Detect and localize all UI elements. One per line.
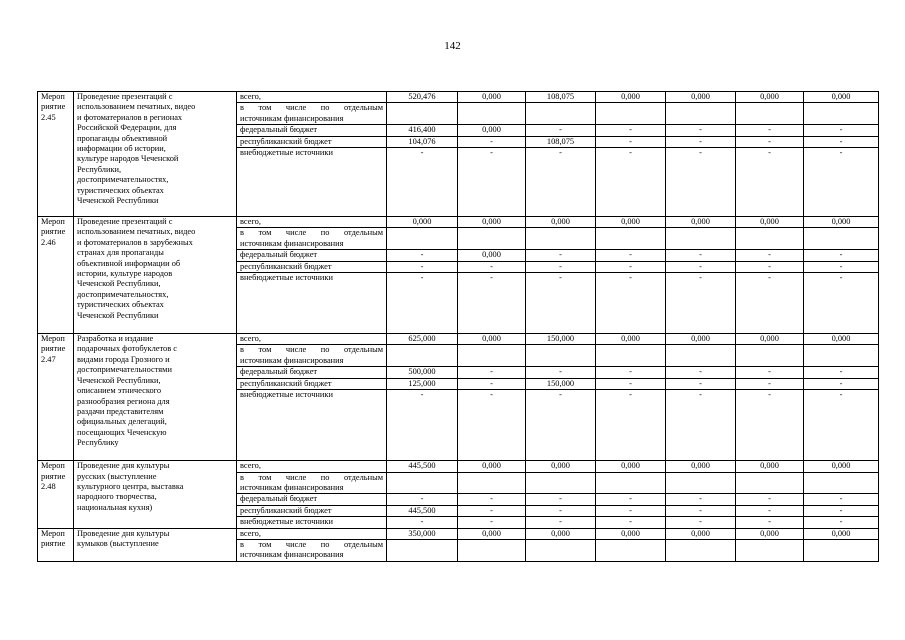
- total-value: 0,000: [666, 217, 736, 228]
- funding-source-republican: республиканский бюджет: [237, 261, 387, 272]
- total-value: 0,000: [458, 528, 526, 539]
- federal-value: -: [526, 250, 596, 261]
- including-value: [458, 472, 526, 494]
- including-line-1: в том числе по отдельным: [240, 103, 383, 113]
- funding-source-total: всего,: [237, 217, 387, 228]
- total-value: 350,000: [387, 528, 458, 539]
- activity-total-row: [38, 461, 879, 472]
- activity-description: Проведение презентаций с использованием печатных, видео и фотоматериалов в регионах Российской Федерации, для пропаганды объективной информации об истории, культуре народов Чеченской Республики, достопримечательностях, туристических объектах Чеченской Республики: [74, 92, 237, 217]
- funding-source-federal: федеральный бюджет: [237, 250, 387, 261]
- total-value: 0,000: [804, 334, 879, 345]
- republican-value: -: [387, 261, 458, 272]
- funding-source-including: [237, 539, 387, 561]
- republican-value: -: [804, 136, 879, 147]
- federal-value: -: [666, 367, 736, 378]
- including-value: [736, 103, 804, 125]
- federal-value: -: [736, 367, 804, 378]
- funding-source-republican: республиканский бюджет: [237, 378, 387, 389]
- total-value: 0,000: [736, 92, 804, 103]
- extra-value: -: [804, 390, 879, 461]
- federal-value: -: [458, 494, 526, 505]
- funding-source-extra: внебюджетные источники: [237, 148, 387, 217]
- total-value: 0,000: [804, 217, 879, 228]
- extra-value: -: [804, 517, 879, 528]
- total-value: 0,000: [736, 334, 804, 345]
- extra-value: -: [526, 517, 596, 528]
- activity-code: Мероп риятие 2.48: [38, 461, 74, 528]
- federal-value: -: [804, 250, 879, 261]
- federal-value: -: [526, 494, 596, 505]
- republican-value: -: [666, 378, 736, 389]
- including-value: [666, 345, 736, 367]
- extra-value: -: [666, 148, 736, 217]
- extra-value: -: [458, 273, 526, 334]
- including-value: [526, 539, 596, 561]
- total-value: 0,000: [736, 217, 804, 228]
- federal-value: -: [804, 494, 879, 505]
- federal-value: 500,000: [387, 367, 458, 378]
- including-value: [666, 472, 736, 494]
- total-value: 0,000: [736, 528, 804, 539]
- extra-value: -: [526, 273, 596, 334]
- funding-source-including: [237, 472, 387, 494]
- funding-source-total: всего,: [237, 461, 387, 472]
- federal-value: -: [736, 125, 804, 136]
- total-value: 520,476: [387, 92, 458, 103]
- republican-value: -: [596, 505, 666, 516]
- funding-source-republican: республиканский бюджет: [237, 136, 387, 147]
- federal-value: -: [387, 250, 458, 261]
- including-value: [596, 103, 666, 125]
- extra-value: -: [387, 273, 458, 334]
- extra-value: -: [387, 390, 458, 461]
- including-line-2: источникам финансирования: [240, 113, 344, 123]
- republican-value: 445,500: [387, 505, 458, 516]
- republican-value: -: [736, 378, 804, 389]
- including-value: [526, 472, 596, 494]
- republican-value: -: [666, 505, 736, 516]
- including-value: [736, 228, 804, 250]
- total-value: 0,000: [596, 334, 666, 345]
- including-value: [736, 345, 804, 367]
- funding-source-federal: федеральный бюджет: [237, 125, 387, 136]
- including-value: [666, 228, 736, 250]
- extra-value: -: [804, 273, 879, 334]
- including-value: [526, 228, 596, 250]
- federal-value: -: [804, 367, 879, 378]
- federal-value: -: [596, 367, 666, 378]
- including-line-2: источникам финансирования: [240, 482, 344, 492]
- federal-value: -: [526, 367, 596, 378]
- federal-value: -: [387, 494, 458, 505]
- funding-source-including: [237, 345, 387, 367]
- extra-value: -: [596, 273, 666, 334]
- total-value: 0,000: [666, 528, 736, 539]
- funding-source-extra: внебюджетные источники: [237, 273, 387, 334]
- including-value: [596, 539, 666, 561]
- total-value: 0,000: [804, 461, 879, 472]
- total-value: 445,500: [387, 461, 458, 472]
- activity-total-row: [38, 334, 879, 345]
- funding-source-total: всего,: [237, 92, 387, 103]
- federal-value: -: [526, 125, 596, 136]
- including-value: [458, 345, 526, 367]
- republican-value: -: [526, 261, 596, 272]
- including-value: [804, 345, 879, 367]
- including-line-1: в том числе по отдельным: [240, 345, 383, 355]
- total-value: 0,000: [666, 461, 736, 472]
- funding-source-including: [237, 103, 387, 125]
- total-value: 0,000: [526, 217, 596, 228]
- extra-value: -: [666, 273, 736, 334]
- federal-value: -: [736, 250, 804, 261]
- extra-value: -: [596, 148, 666, 217]
- federal-value: -: [804, 125, 879, 136]
- total-value: 0,000: [666, 334, 736, 345]
- extra-value: -: [736, 390, 804, 461]
- extra-value: -: [596, 390, 666, 461]
- including-value: [458, 539, 526, 561]
- total-value: 108,075: [526, 92, 596, 103]
- including-value: [596, 228, 666, 250]
- including-value: [458, 103, 526, 125]
- federal-value: -: [596, 250, 666, 261]
- including-value: [804, 539, 879, 561]
- federal-value: -: [596, 494, 666, 505]
- activity-code: Мероп риятие: [38, 528, 74, 561]
- activity-description: Проведение дня культуры кумыков (выступление: [74, 528, 237, 561]
- extra-value: -: [736, 517, 804, 528]
- republican-value: -: [596, 378, 666, 389]
- total-value: 0,000: [804, 528, 879, 539]
- extra-value: -: [387, 517, 458, 528]
- including-value: [387, 539, 458, 561]
- extra-value: -: [804, 148, 879, 217]
- republican-value: -: [526, 505, 596, 516]
- including-line-1: в том числе по отдельным: [240, 539, 383, 549]
- total-value: 0,000: [458, 461, 526, 472]
- federal-value: -: [666, 125, 736, 136]
- republican-value: -: [596, 136, 666, 147]
- including-value: [666, 103, 736, 125]
- including-value: [526, 103, 596, 125]
- total-value: 150,000: [526, 334, 596, 345]
- extra-value: -: [596, 517, 666, 528]
- republican-value: -: [458, 378, 526, 389]
- including-line-2: источникам финансирования: [240, 550, 344, 560]
- including-value: [736, 472, 804, 494]
- republican-value: -: [596, 261, 666, 272]
- republican-value: -: [736, 261, 804, 272]
- including-value: [387, 345, 458, 367]
- republican-value: 125,000: [387, 378, 458, 389]
- republican-value: -: [804, 261, 879, 272]
- including-value: [387, 103, 458, 125]
- including-line-1: в том числе по отдельным: [240, 472, 383, 482]
- total-value: 0,000: [804, 92, 879, 103]
- including-line-2: источникам финансирования: [240, 355, 344, 365]
- republican-value: -: [804, 505, 879, 516]
- total-value: 625,000: [387, 334, 458, 345]
- activity-total-row: [38, 528, 879, 539]
- funding-source-federal: федеральный бюджет: [237, 367, 387, 378]
- activity-code: Мероп риятие 2.45: [38, 92, 74, 217]
- extra-value: -: [736, 148, 804, 217]
- federal-value: -: [666, 250, 736, 261]
- federal-value: -: [596, 125, 666, 136]
- including-value: [596, 345, 666, 367]
- federal-value: 0,000: [458, 125, 526, 136]
- total-value: 0,000: [526, 528, 596, 539]
- funding-source-extra: внебюджетные источники: [237, 517, 387, 528]
- republican-value: -: [458, 136, 526, 147]
- total-value: 0,000: [596, 217, 666, 228]
- republican-value: -: [736, 136, 804, 147]
- page-number: 142: [444, 40, 461, 52]
- total-value: 0,000: [526, 461, 596, 472]
- total-value: 0,000: [596, 461, 666, 472]
- activity-description: Проведение презентаций с использованием печатных, видео и фотоматериалов в зарубежных странах для пропаганды объективной информации об истории, культуре народов Чеченской Республики, достопримечательностях, туристических объектах Чеченской Республики: [74, 217, 237, 334]
- federal-value: -: [736, 494, 804, 505]
- republican-value: -: [458, 505, 526, 516]
- extra-value: -: [458, 517, 526, 528]
- federal-value: 0,000: [458, 250, 526, 261]
- total-value: 0,000: [596, 92, 666, 103]
- activity-total-row: [38, 217, 879, 228]
- total-value: 0,000: [458, 217, 526, 228]
- total-value: 0,000: [666, 92, 736, 103]
- including-value: [596, 472, 666, 494]
- republican-value: 150,000: [526, 378, 596, 389]
- funding-source-republican: республиканский бюджет: [237, 505, 387, 516]
- funding-source-extra: внебюджетные источники: [237, 390, 387, 461]
- funding-source-including: [237, 228, 387, 250]
- republican-value: 104,076: [387, 136, 458, 147]
- total-value: 0,000: [458, 92, 526, 103]
- extra-value: -: [736, 273, 804, 334]
- total-value: 0,000: [736, 461, 804, 472]
- republican-value: -: [666, 136, 736, 147]
- including-value: [387, 472, 458, 494]
- extra-value: -: [666, 517, 736, 528]
- including-value: [804, 228, 879, 250]
- republican-value: 108,075: [526, 136, 596, 147]
- federal-value: 416,400: [387, 125, 458, 136]
- including-value: [526, 345, 596, 367]
- extra-value: -: [526, 390, 596, 461]
- extra-value: -: [666, 390, 736, 461]
- budget-table: [37, 91, 879, 562]
- funding-source-federal: федеральный бюджет: [237, 494, 387, 505]
- including-line-2: источникам финансирования: [240, 238, 344, 248]
- total-value: 0,000: [458, 334, 526, 345]
- total-value: 0,000: [387, 217, 458, 228]
- including-value: [804, 472, 879, 494]
- including-value: [804, 103, 879, 125]
- including-value: [666, 539, 736, 561]
- activity-description: Проведение дня культуры русских (выступление культурного центра, выставка народного творчества, национальная кухня): [74, 461, 237, 528]
- federal-value: -: [666, 494, 736, 505]
- funding-source-total: всего,: [237, 528, 387, 539]
- funding-source-total: всего,: [237, 334, 387, 345]
- activity-code: Мероп риятие 2.47: [38, 334, 74, 461]
- federal-value: -: [458, 367, 526, 378]
- republican-value: -: [804, 378, 879, 389]
- activity-total-row: [38, 92, 879, 103]
- extra-value: -: [526, 148, 596, 217]
- activity-code: Мероп риятие 2.46: [38, 217, 74, 334]
- including-line-1: в том числе по отдельным: [240, 228, 383, 238]
- including-value: [458, 228, 526, 250]
- activity-description: Разработка и издание подарочных фотобуклетов с видами города Грозного и достопримечательностями Чеченской Республики, описанием этнического разнообразия региона для раздачи представителям официальных делегаций, посещающих Чеченскую Республику: [74, 334, 237, 461]
- extra-value: -: [458, 148, 526, 217]
- republican-value: -: [666, 261, 736, 272]
- extra-value: -: [387, 148, 458, 217]
- including-value: [736, 539, 804, 561]
- republican-value: -: [736, 505, 804, 516]
- total-value: 0,000: [596, 528, 666, 539]
- republican-value: -: [458, 261, 526, 272]
- including-value: [387, 228, 458, 250]
- extra-value: -: [458, 390, 526, 461]
